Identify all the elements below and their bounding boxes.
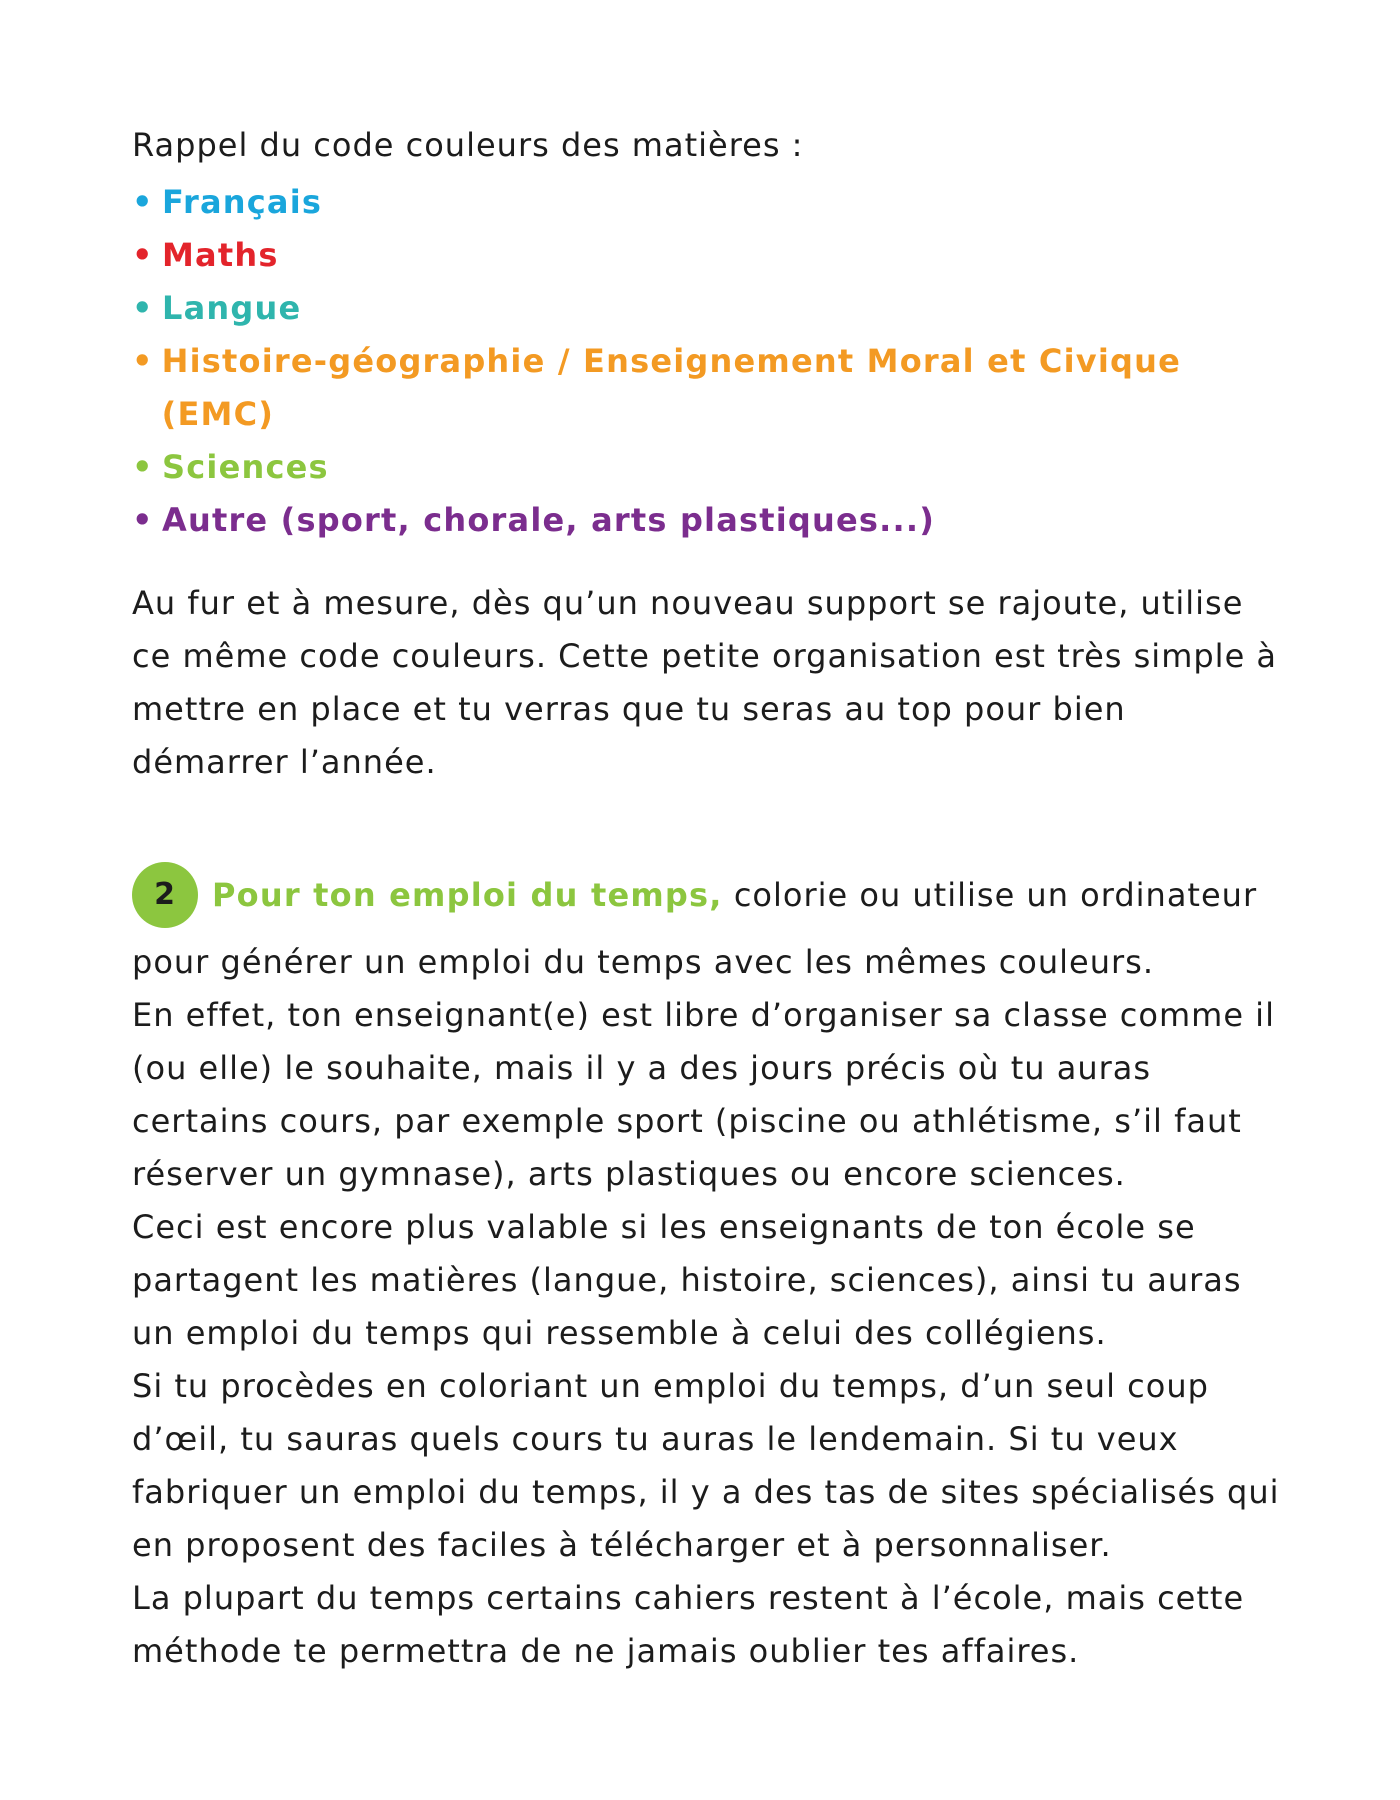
subject-label: Français: [162, 183, 323, 221]
section-2-line: Ceci est encore plus valable si les enseignants de ton école se partagent les matières (langue, histoire, sciences), ainsi tu auras un emploi du temps qui ressemble à celui des collégiens.: [132, 1207, 1242, 1352]
bullet-icon: •: [132, 236, 154, 274]
subject-item-autre: [132, 494, 1292, 547]
section-2-lead: Pour ton emploi du temps,: [212, 876, 723, 914]
color-code-intro: Rappel du code couleurs des matières :: [132, 126, 804, 164]
section-2-line: En effet, ton enseignant(e) est libre d’organiser sa classe comme il (ou elle) le souhaite, mais il y a des jours précis où tu auras certains cours, par exemple sport (piscine ou athlétisme, s’il faut réserver un gymnase), arts plastiques ou encore sciences.: [132, 995, 1275, 1193]
subject-label: Maths: [162, 236, 279, 274]
subject-item-langue: [132, 282, 1292, 335]
bullet-icon: •: [132, 448, 154, 486]
subject-label: Langue: [162, 289, 302, 327]
bullet-icon: •: [132, 183, 154, 221]
subject-color-list: [132, 176, 1292, 547]
subject-item-francais: [132, 176, 1292, 229]
section-2-line: colorie ou utilise un ordinateur pour générer un emploi du temps avec les mêmes couleurs.: [132, 876, 1258, 981]
section-2-line: La plupart du temps certains cahiers restent à l’école, mais cette méthode te permettra de ne jamais oublier tes affaires.: [132, 1578, 1245, 1670]
step-number-badge: 2: [132, 862, 198, 928]
section-2-line: Si tu procèdes en coloriant un emploi du temps, d’un seul coup d’œil, tu sauras quels cours tu auras le lendemain. Si tu veux fabriquer un emploi du temps, il y a des tas de sites spécialisés qui en proposent des faciles à télécharger et à personnaliser.: [132, 1366, 1280, 1564]
section-emploi-du-temps: [132, 869, 1292, 1678]
bullet-icon: •: [132, 342, 154, 380]
section-2-paragraph: [132, 869, 1292, 1678]
document-page: [132, 118, 1292, 1678]
bullet-icon: •: [132, 501, 154, 539]
subject-item-sciences: [132, 441, 1292, 494]
subject-item-histoire-geographie: [132, 335, 1292, 441]
subject-label: Histoire-géographie / Enseignement Moral et Civique (EMC): [161, 342, 1181, 433]
subject-label: Sciences: [162, 448, 329, 486]
subject-label: Autre (sport, chorale, arts plastiques...): [162, 501, 936, 539]
paragraph-color-code-usage: Au fur et à mesure, dès qu’un nouveau support se rajoute, utilise ce même code couleurs. Cette petite organisation est très simple à mettre en place et tu verras que tu seras au top pour bien démarrer l’année.: [132, 584, 1278, 781]
subject-item-maths: [132, 229, 1292, 282]
bullet-icon: •: [132, 289, 154, 327]
